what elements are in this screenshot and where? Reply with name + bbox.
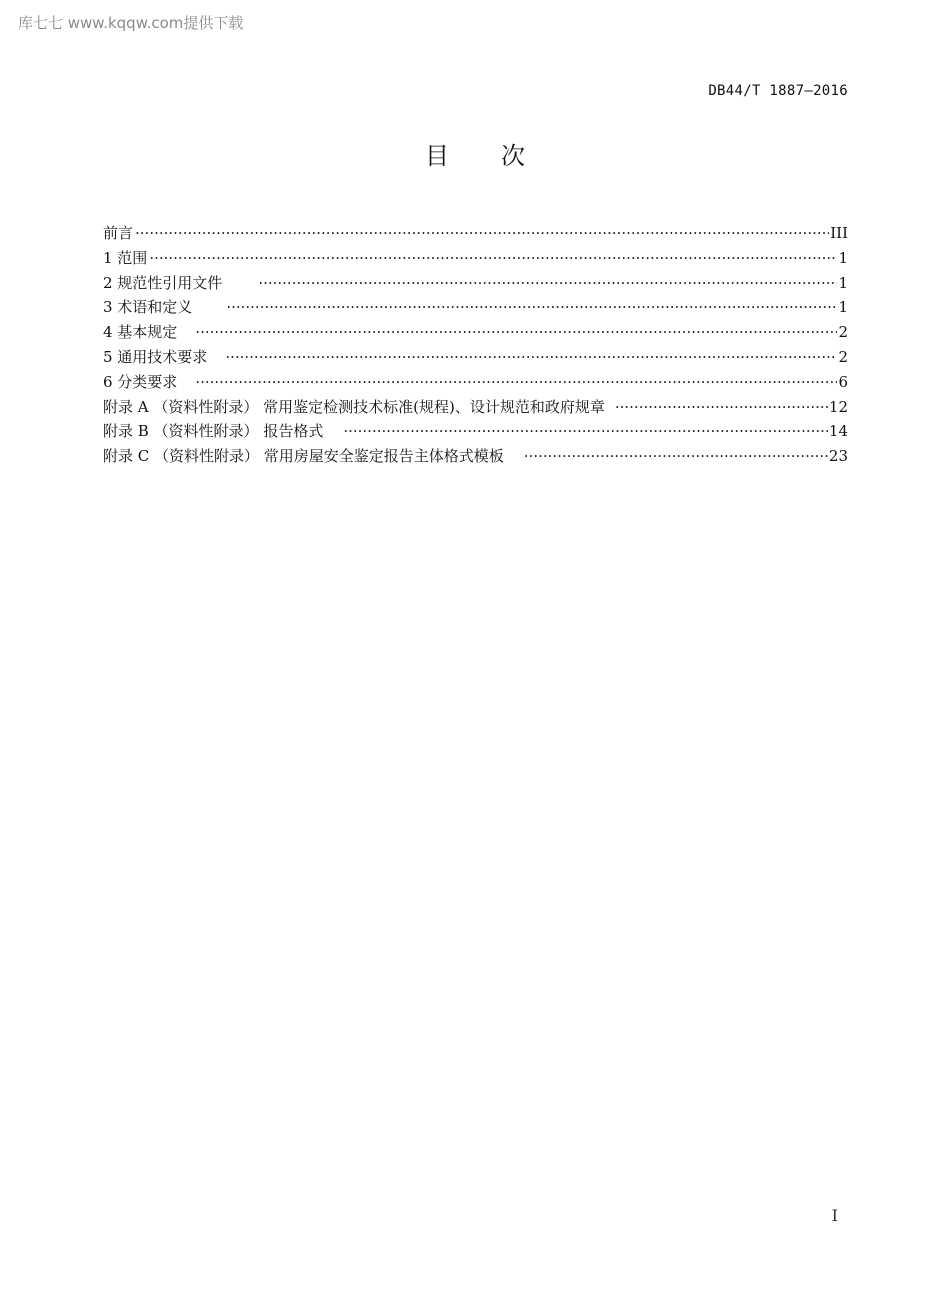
toc-entry-page: 1 bbox=[838, 273, 848, 292]
dot-leader bbox=[195, 322, 837, 342]
toc-entry-page: 14 bbox=[828, 422, 848, 441]
toc-entry-normative-references[interactable] bbox=[103, 273, 848, 298]
toc-entry-classification-requirements[interactable] bbox=[103, 372, 848, 397]
toc-entry-appendix-b[interactable] bbox=[103, 421, 848, 446]
toc-entry-label: 附录 A （资料性附录） 常用鉴定检测技术标准(规程)、设计规范和政府规章 bbox=[103, 397, 605, 416]
toc-entry-page: 12 bbox=[828, 397, 848, 416]
toc-entry-general-requirements[interactable] bbox=[103, 347, 848, 372]
dot-leader bbox=[195, 372, 837, 392]
toc-entry-label: 2 规范性引用文件 bbox=[103, 273, 223, 292]
dot-leader bbox=[149, 248, 837, 268]
toc-entry-terms-definitions[interactable] bbox=[103, 297, 848, 322]
dot-leader bbox=[135, 223, 829, 243]
dot-leader bbox=[615, 397, 828, 417]
toc-entry-page: 6 bbox=[838, 372, 848, 391]
toc-title: 目次 bbox=[425, 142, 577, 170]
dot-leader bbox=[226, 297, 837, 317]
standard-code: DB44/T 1887—2016 bbox=[708, 83, 848, 99]
toc-entry-page: 23 bbox=[828, 447, 848, 466]
dot-leader bbox=[343, 421, 828, 441]
page-number: I bbox=[831, 1206, 838, 1225]
dot-leader bbox=[524, 446, 828, 466]
toc-entry-label: 前言 bbox=[103, 224, 134, 242]
watermark-text: 库七七 www.kqqw.com提供下载 bbox=[18, 14, 244, 32]
toc-entry-label: 5 通用技术要求 bbox=[103, 347, 208, 366]
toc-entry-label: 附录 B （资料性附录） 报告格式 bbox=[103, 422, 324, 441]
toc-entry-page: 1 bbox=[838, 298, 848, 317]
toc-entry-page: 2 bbox=[838, 347, 848, 366]
toc-entry-appendix-a[interactable] bbox=[103, 397, 848, 422]
toc-entry-label: 3 术语和定义 bbox=[103, 298, 193, 317]
toc-entry-scope[interactable] bbox=[103, 248, 848, 273]
toc-entry-page: 1 bbox=[838, 248, 848, 267]
toc-entry-page: 2 bbox=[838, 323, 848, 342]
toc-entry-foreword[interactable] bbox=[103, 223, 848, 248]
dot-leader bbox=[225, 347, 837, 367]
dot-leader bbox=[258, 273, 837, 293]
toc-entry-label: 1 范围 bbox=[103, 248, 148, 267]
toc-entry-basic-provisions[interactable] bbox=[103, 322, 848, 347]
toc-entry-label: 4 基本规定 bbox=[103, 323, 178, 342]
toc-entry-label: 6 分类要求 bbox=[103, 372, 178, 391]
toc-entry-page: III bbox=[830, 224, 848, 242]
toc-entry-label: 附录 C （资料性附录） 常用房屋安全鉴定报告主体格式模板 bbox=[103, 447, 504, 466]
table-of-contents bbox=[103, 223, 848, 471]
toc-entry-appendix-c[interactable] bbox=[103, 446, 848, 471]
